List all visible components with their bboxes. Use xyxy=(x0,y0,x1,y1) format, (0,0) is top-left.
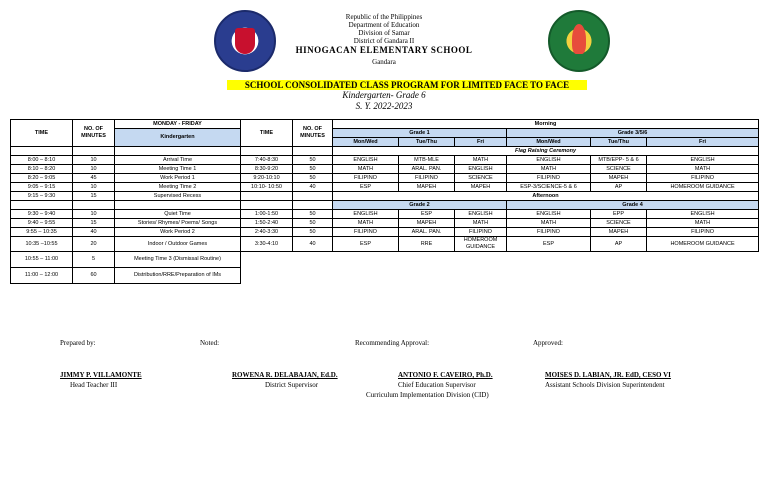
table-row xyxy=(11,268,759,284)
cell-kinder: Work Period 1 xyxy=(115,174,241,183)
blank-cell xyxy=(293,192,333,201)
table-row xyxy=(11,174,759,183)
table-row xyxy=(11,192,759,201)
header-mon-fri: MONDAY - FRIDAY xyxy=(115,120,241,129)
cell-subject: ENGLISH xyxy=(455,210,507,219)
cell-time: 9:55 – 10:35 xyxy=(11,228,73,237)
cell-subject: MAPEH xyxy=(399,183,455,192)
prepared-by-label: Prepared by: xyxy=(60,339,96,347)
cell-time: 11:00 – 12:00 xyxy=(11,268,73,284)
cell-time2: 7:40-8:30 xyxy=(241,156,293,165)
cell-subject: ENGLISH xyxy=(333,210,399,219)
school-name: HINOGACAN ELEMENTARY SCHOOL xyxy=(295,45,473,55)
cell-time2: 10:10- 10:50 xyxy=(241,183,293,192)
cell-subject: FILIPINO xyxy=(647,228,759,237)
cell-kinder: Supervised Recess xyxy=(115,192,241,201)
cell-subject: AP xyxy=(591,183,647,192)
document-subtitle: Kindergarten- Grade 6 xyxy=(342,90,426,100)
cell-subject: ESP xyxy=(507,237,591,252)
cell-kinder: Stories/ Rhymes/ Poems/ Songs xyxy=(115,219,241,228)
cell-time: 9:30 – 9:40 xyxy=(11,210,73,219)
header-district: District of Gandara II xyxy=(353,37,415,45)
header-minutes-2: NO. OF MINUTES xyxy=(293,120,333,147)
cell-subject: MATH xyxy=(507,219,591,228)
cell-minutes: 15 xyxy=(73,219,115,228)
cell-time: 8:10 – 8:20 xyxy=(11,165,73,174)
cell-time2: 1:50-2:40 xyxy=(241,219,293,228)
cell-subject: MAPEH xyxy=(591,228,647,237)
cell-subject: ENGLISH xyxy=(507,210,591,219)
header-division: Division of Samar xyxy=(358,29,410,37)
cell-minutes: 5 xyxy=(73,252,115,268)
day-tuethu: Tue/Thu xyxy=(591,138,647,147)
header-afternoon: Afternoon xyxy=(333,192,759,201)
header-republic: Republic of the Philippines xyxy=(345,13,423,21)
cell-subject: MAPEH xyxy=(455,183,507,192)
signatory-3-division: Curriculum Implementation Division (CID) xyxy=(366,391,489,399)
cell-subject: ENGLISH xyxy=(647,210,759,219)
blank-cell xyxy=(11,147,73,156)
cell-subject: MTB-MLE xyxy=(399,156,455,165)
cell-minutes2: 50 xyxy=(293,219,333,228)
cell-subject: MAPEH xyxy=(591,174,647,183)
cell-minutes: 10 xyxy=(73,210,115,219)
header-time: TIME xyxy=(11,120,73,147)
cell-minutes2: 40 xyxy=(293,237,333,252)
flag-ceremony: Flag Raising Ceremony xyxy=(333,147,759,156)
cell-subject: ESP xyxy=(399,210,455,219)
cell-subject: SCIENCE xyxy=(455,174,507,183)
table-row xyxy=(11,165,759,174)
cell-subject: HOMEROOM GUIDANCE xyxy=(647,237,759,252)
blank-cell xyxy=(293,201,333,210)
signatory-2-title: District Supervisor xyxy=(265,381,319,389)
cell-kinder: Indoor / Outdoor Games xyxy=(115,237,241,252)
header-grade356: Grade 3/5/6 xyxy=(507,129,759,138)
signatory-1-title: Head Teacher III xyxy=(70,381,118,389)
day-tuethu: Tue/Thu xyxy=(399,138,455,147)
cell-subject: MTB/EPP- 5 & 6 xyxy=(591,156,647,165)
cell-subject: AP xyxy=(591,237,647,252)
cell-kinder: Quiet Time xyxy=(115,210,241,219)
cell-time: 10:55 – 11:00 xyxy=(11,252,73,268)
header-deped: Department of Education xyxy=(348,21,420,29)
blank-cell xyxy=(293,147,333,156)
cell-minutes: 10 xyxy=(73,156,115,165)
cell-minutes2: 50 xyxy=(293,210,333,219)
blank-cell xyxy=(241,201,293,210)
school-town: Gandara xyxy=(372,58,396,66)
day-monwed: Mon/Wed xyxy=(507,138,591,147)
cell-minutes2: 50 xyxy=(293,165,333,174)
approved-label: Approved: xyxy=(533,339,563,347)
cell-subject: ENGLISH xyxy=(333,156,399,165)
cell-subject: ESP xyxy=(333,183,399,192)
cell-minutes: 20 xyxy=(73,237,115,252)
table-row xyxy=(11,252,759,268)
cell-kinder: Distribution/RRE/Preparation of IMs xyxy=(115,268,241,284)
cell-minutes: 60 xyxy=(73,268,115,284)
blank-cell xyxy=(115,147,241,156)
cell-subject: HOMEROOM GUIDANCE xyxy=(647,183,759,192)
signatory-2-name: ROWENA R. DELABAJAN, Ed.D. xyxy=(232,371,338,379)
cell-time2: 3:30-4:10 xyxy=(241,237,293,252)
cell-minutes2: 50 xyxy=(293,156,333,165)
noted-label: Noted: xyxy=(200,339,220,347)
header-time-2: TIME xyxy=(241,120,293,147)
cell-subject: MATH xyxy=(507,165,591,174)
cell-subject: MATH xyxy=(647,219,759,228)
table-row xyxy=(11,183,759,192)
header-grade2: Grade 2 xyxy=(333,201,507,210)
table-row xyxy=(11,228,759,237)
cell-minutes: 10 xyxy=(73,183,115,192)
cell-minutes2: 50 xyxy=(293,174,333,183)
cell-subject: SCIENCE xyxy=(591,219,647,228)
signatory-4-title: Assistant Schools Division Superintendent xyxy=(545,381,665,389)
table-row xyxy=(11,210,759,219)
cell-subject: FILIPINO xyxy=(333,174,399,183)
blank-cell xyxy=(73,147,115,156)
table-row xyxy=(11,219,759,228)
cell-subject: MATH xyxy=(647,165,759,174)
cell-subject: FILIPINO xyxy=(647,174,759,183)
cell-subject: ENGLISH xyxy=(647,156,759,165)
cell-kinder: Meeting Time 3 (Dismissal Routine) xyxy=(115,252,241,268)
header-kindergarten: Kindergarten xyxy=(115,129,241,147)
cell-minutes: 15 xyxy=(73,192,115,201)
cell-subject: ARAL. PAN. xyxy=(399,228,455,237)
cell-kinder: Meeting Time 1 xyxy=(115,165,241,174)
header-minutes: NO. OF MINUTES xyxy=(73,120,115,147)
cell-subject: SCIENCE xyxy=(591,165,647,174)
table-row xyxy=(11,237,759,252)
cell-subject: EPP xyxy=(591,210,647,219)
blank-cell xyxy=(11,201,73,210)
cell-time2: 8:30-9:20 xyxy=(241,165,293,174)
cell-subject: HOMEROOM GUIDANCE xyxy=(455,237,507,252)
document-title: SCHOOL CONSOLIDATED CLASS PROGRAM FOR LIMITED FACE TO FACE xyxy=(227,80,587,90)
cell-time2: 1:00-1:50 xyxy=(241,210,293,219)
cell-subject: FILIPINO xyxy=(507,174,591,183)
cell-subject: ENGLISH xyxy=(455,165,507,174)
cell-kinder: Arrival Time xyxy=(115,156,241,165)
cell-subject: ESP xyxy=(333,237,399,252)
recommending-label: Recommending Approval: xyxy=(355,339,430,347)
blank-cell xyxy=(115,201,241,210)
cell-subject: MATH xyxy=(455,219,507,228)
cell-subject: MAPEH xyxy=(399,219,455,228)
signatory-3-name: ANTONIO F. CAVEIRO, Ph.D. xyxy=(398,371,493,379)
cell-subject: ENGLISH xyxy=(507,156,591,165)
cell-time2: 9:20-10:10 xyxy=(241,174,293,183)
cell-subject: RRE xyxy=(399,237,455,252)
signatory-4-name: MOISES D. LABIAN, JR. EdD, CESO VI xyxy=(545,371,671,379)
cell-subject: FILIPINO xyxy=(455,228,507,237)
cell-subject: FILIPINO xyxy=(507,228,591,237)
cell-subject: MATH xyxy=(333,219,399,228)
cell-time: 9:15 – 9:30 xyxy=(11,192,73,201)
cell-minutes: 40 xyxy=(73,228,115,237)
day-fri: Fri xyxy=(647,138,759,147)
blank-cell xyxy=(241,192,293,201)
header-grade1: Grade 1 xyxy=(333,129,507,138)
cell-subject: MATH xyxy=(333,165,399,174)
cell-subject: FILIPINO xyxy=(333,228,399,237)
cell-subject: ESP-3/SCIENCE-5 & 6 xyxy=(507,183,591,192)
cell-time: 9:40 – 9:55 xyxy=(11,219,73,228)
cell-kinder: Work Period 2 xyxy=(115,228,241,237)
cell-kinder: Meeting Time 2 xyxy=(115,183,241,192)
cell-minutes: 10 xyxy=(73,165,115,174)
blank-cell xyxy=(241,147,293,156)
header-grade4: Grade 4 xyxy=(507,201,759,210)
table-row xyxy=(11,156,759,165)
blank-cell xyxy=(73,201,115,210)
cell-minutes2: 50 xyxy=(293,228,333,237)
signatory-1-name: JIMMY P. VILLAMONTE xyxy=(60,371,142,379)
day-fri: Fri xyxy=(455,138,507,147)
cell-subject: MATH xyxy=(455,156,507,165)
cell-minutes: 45 xyxy=(73,174,115,183)
header-morning: Morning xyxy=(333,120,759,129)
cell-subject: ARAL. PAN. xyxy=(399,165,455,174)
cell-time2: 2:40-3:30 xyxy=(241,228,293,237)
class-program-table xyxy=(10,119,759,284)
signatory-3-title: Chief Education Supervisor xyxy=(398,381,476,389)
school-year: S. Y. 2022-2023 xyxy=(355,101,413,111)
cell-time: 8:00 – 8:10 xyxy=(11,156,73,165)
cell-time: 8:20 – 9:05 xyxy=(11,174,73,183)
day-monwed: Mon/Wed xyxy=(333,138,399,147)
cell-minutes2: 40 xyxy=(293,183,333,192)
cell-time: 10:35 –10:55 xyxy=(11,237,73,252)
cell-subject: FILIPINO xyxy=(399,174,455,183)
cell-time: 9:05 – 9:15 xyxy=(11,183,73,192)
